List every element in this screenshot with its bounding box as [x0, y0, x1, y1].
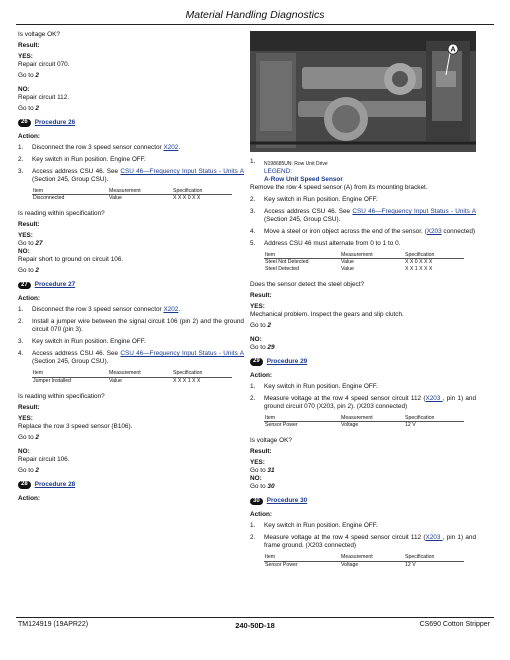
- result-label: Result:: [18, 221, 40, 229]
- step: 1. Disconnect the row 3 speed sensor connector X202.: [18, 144, 181, 151]
- procedure-title: Procedure 26: [34, 119, 76, 126]
- procedure-30-heading: [250, 497, 476, 505]
- step: 3. Access address CSU 46. See CSU 46—Frequency Input Status - Units A (Section 245, Group CSU).: [18, 168, 244, 183]
- no-text: Repair circuit 106.: [18, 455, 70, 463]
- yes-text: Go to 27: [18, 240, 43, 248]
- yes-label: YES:: [250, 459, 265, 467]
- figure-caption-id: N198685UN: Row Unit Drive: [264, 161, 328, 167]
- procedure-28-heading: [18, 481, 244, 489]
- action-label: Action:: [250, 371, 273, 379]
- specification-table: Item Measurement Specification Sensor Power Voltage 12 V: [264, 554, 464, 567]
- connector-link[interactable]: X202: [163, 144, 179, 151]
- header-divider: [16, 24, 494, 25]
- row-unit-drive-illustration: [250, 31, 476, 152]
- goto-line: Go to 2: [18, 433, 39, 441]
- step: 2. Install a jumper wire between the signal circuit 106 (pin 2) and the ground circuit 070 (pin 3).: [18, 318, 244, 334]
- specification-table: Item Measurement Specification Steel Not Detected Value X X 0 X X X Steel Detected Value X X 1 X X X: [264, 252, 464, 272]
- action-label: Action:: [250, 511, 273, 519]
- left-column: [18, 31, 244, 506]
- footer-divider: [16, 617, 494, 618]
- legend-title: LEGEND:: [264, 168, 293, 176]
- yes-label: YES:: [18, 53, 33, 60]
- no-text: Repair circuit 112.: [18, 94, 70, 101]
- procedure-title: Procedure 30: [266, 497, 308, 505]
- step: 1. N198685UN: Row Unit Drive LEGEND: A-Row Unit Speed Sensor: [250, 158, 476, 184]
- yes-text: Go to 31: [250, 467, 275, 475]
- footer-machine-name: CS690 Cotton Stripper: [419, 621, 490, 628]
- yes-text: Mechanical problem. Inspect the gears and slip clutch.: [250, 310, 404, 318]
- csu-46-link[interactable]: CSU 46—Frequency Input Status - Units A: [352, 208, 476, 216]
- yes-text: Replace the row 3 speed sensor (B106).: [18, 422, 133, 430]
- no-label: NO:: [18, 248, 30, 256]
- no-label: NO:: [18, 86, 30, 93]
- step: 2. Measure voltage at the row 4 speed sensor circuit 112 (X203 , pin 1) and frame ground. (X203 connected): [250, 534, 477, 550]
- specification-table: Item Measurement Specification Disconnected Value X X X 0 X X: [32, 188, 232, 201]
- result-label: Result:: [18, 403, 40, 411]
- connector-link[interactable]: X203: [425, 534, 443, 542]
- photo-callout-a: A: [450, 46, 456, 54]
- question: Is voltage OK?: [18, 31, 60, 38]
- yes-label: YES:: [250, 302, 265, 310]
- no-label: NO:: [18, 447, 30, 455]
- procedure-number-badge: 27: [18, 282, 31, 290]
- action-label: Action:: [18, 494, 41, 502]
- no-text: Go to 30: [250, 483, 275, 491]
- step: 5. Address CSU 46 must alternate from 0 to 1 to 0.: [250, 240, 401, 248]
- procedure-title: Procedure 27: [34, 281, 76, 289]
- procedure-number-badge: 30: [250, 498, 263, 506]
- goto-line: Go to 2: [18, 105, 39, 112]
- page-header-title: Material Handling Diagnostics: [185, 9, 325, 21]
- connector-link[interactable]: X203: [425, 394, 443, 402]
- yes-text: Repair circuit 070.: [18, 61, 70, 68]
- action-label: Action:: [18, 133, 41, 140]
- question: Is voltage OK?: [250, 437, 292, 445]
- step: 4. Move a steel or iron object across the end of the sensor. (X203 connected): [250, 228, 476, 236]
- procedure-27-steps: [18, 306, 244, 366]
- connector-link[interactable]: X203: [426, 228, 442, 236]
- procedure-title: Procedure 29: [266, 357, 308, 365]
- yes-label: YES:: [18, 232, 33, 240]
- legend-item: A-Row Unit Speed Sensor: [264, 176, 343, 184]
- procedure-29-heading: [250, 358, 476, 366]
- procedure-29-steps: [250, 383, 476, 411]
- question: Is reading within specification?: [18, 392, 105, 400]
- yes-label: YES:: [18, 414, 33, 422]
- step: 2. Key switch in Run position. Engine OFF.: [250, 196, 378, 204]
- step: 1. Key switch in Run position. Engine OFF.: [250, 382, 378, 390]
- specification-table: Item Measurement Specification Sensor Power Voltage 12 V: [264, 415, 464, 428]
- goto-line: Go to 2: [18, 267, 39, 275]
- no-label: NO:: [250, 335, 262, 343]
- goto-line: Go to 2: [250, 321, 271, 329]
- csu-46-link[interactable]: CSU 46—Frequency Input Status - Units A: [120, 168, 244, 175]
- procedure-26-heading: [18, 119, 244, 127]
- no-text: Repair short to ground on circuit 106.: [18, 256, 124, 264]
- row-unit-drive-photo: [250, 31, 476, 152]
- no-label: NO:: [250, 475, 262, 483]
- action-label: Action:: [18, 295, 41, 303]
- right-column: [250, 31, 476, 572]
- goto-line: Go to 2: [18, 466, 39, 474]
- footer-manual-id: TM124919 (19APR22): [18, 621, 89, 628]
- result-label: Result:: [18, 42, 40, 49]
- step: 4. Access address CSU 46. See CSU 46—Frequency Input Status - Units A (Section 245, Group CSU).: [18, 350, 244, 366]
- procedure-number-badge: 29: [250, 358, 263, 366]
- procedure-number-badge: 26: [18, 119, 31, 127]
- result-label: Result:: [250, 291, 272, 299]
- procedure-28-steps: [250, 158, 476, 184]
- question: Does the sensor detect the steel object?: [250, 280, 365, 288]
- specification-table: Item Measurement Specification Jumper Installed Value X X X 1 X X: [32, 370, 232, 383]
- procedure-26-steps: [18, 144, 244, 184]
- connector-link[interactable]: X202: [163, 306, 179, 314]
- step: 2. Key switch in Run position. Engine OFF.: [18, 156, 146, 163]
- no-text: Go to 29: [250, 343, 275, 351]
- csu-46-link[interactable]: CSU 46—Frequency Input Status - Units A: [120, 350, 244, 358]
- step: 1. Key switch in Run position. Engine OFF.: [250, 522, 378, 530]
- procedure-27-heading: [18, 281, 244, 289]
- step: 2. Measure voltage at the row 4 speed sensor circuit 112 (X203 , pin 1) and ground circuit 070 (X203, pin 2). (X203 connected): [250, 394, 477, 410]
- step-1-text: Remove the row 4 speed sensor (A) from its mounting bracket.: [250, 184, 428, 192]
- question: Is reading within specification?: [18, 210, 105, 218]
- goto-line: Go to 2: [18, 72, 39, 79]
- procedure-number-badge: 28: [18, 481, 31, 489]
- step: 3. Key switch in Run position. Engine OFF.: [18, 338, 146, 346]
- footer-page-number: 240-50D-18: [235, 621, 275, 630]
- result-label: Result:: [250, 448, 272, 456]
- step: 1. Disconnect the row 3 speed sensor connector X202.: [18, 306, 181, 314]
- step: 3. Access address CSU 46. See CSU 46—Frequency Input Status - Units A (Section 245, Group CSU).: [250, 208, 476, 224]
- procedure-30-steps: [250, 522, 476, 550]
- procedure-title: Procedure 28: [34, 480, 76, 488]
